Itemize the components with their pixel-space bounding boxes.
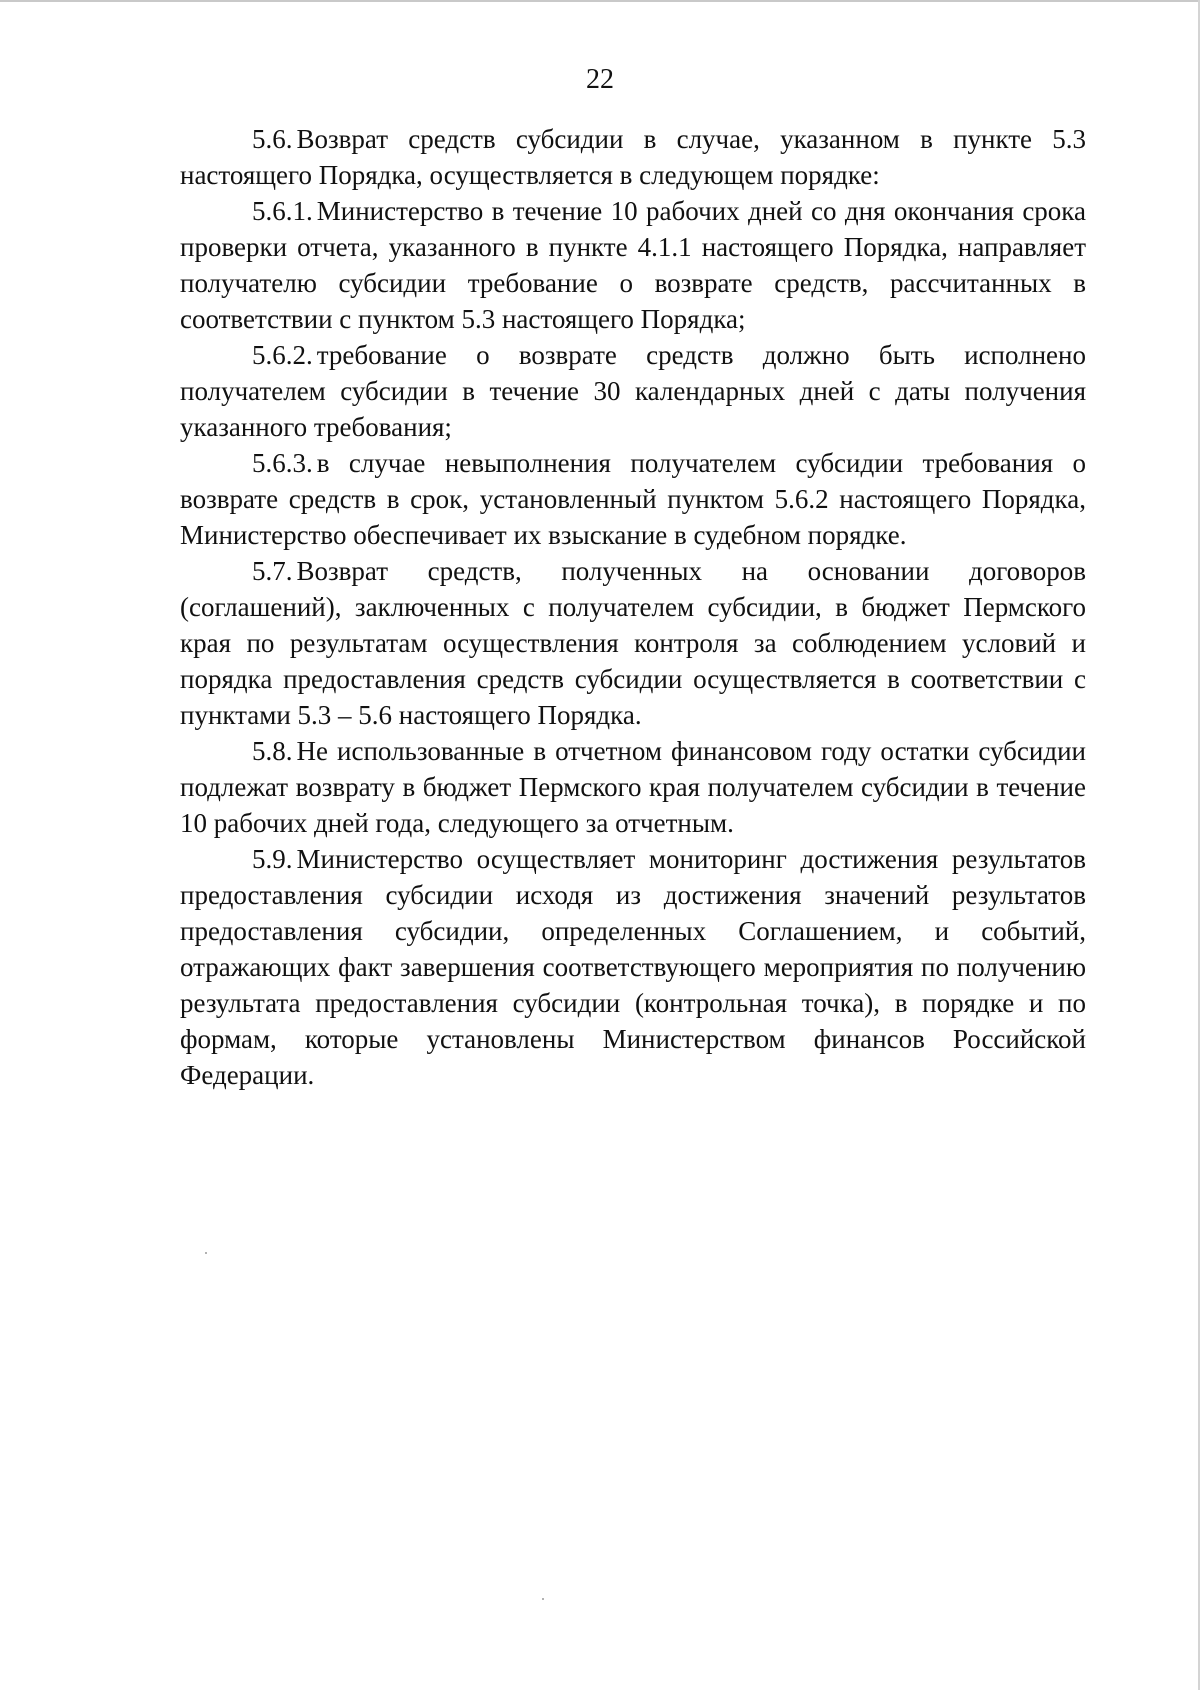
paragraph-number: 5.6.3. <box>252 448 313 478</box>
paragraph-number: 5.7. <box>252 556 293 586</box>
paragraph-5-6-3 <box>180 445 1086 553</box>
paragraph-5-8 <box>180 733 1086 841</box>
paragraph-text: Министерство осуществляет мониторинг достижения результатов предоставления субсидии исходя из достижения значений результатов предоставления субсидии, определенных Соглашением, и событий, отражающих факт завершения соответствующего мероприятия по получению результата предоставления субсидии (контрольная точка), в порядке и по формам, которые установлены Министерством финансов Российской Федерации. <box>180 844 1086 1090</box>
paragraph-text: Не использованные в отчетном финансовом году остатки субсидии подлежат возврату в бюджет Пермского края получателем субсидии в течение 10 рабочих дней года, следующего за отчетным. <box>180 736 1086 838</box>
paragraph-number: 5.6.2. <box>252 340 313 370</box>
paragraph-5-6-1 <box>180 193 1086 337</box>
paragraph-5-9 <box>180 841 1086 1093</box>
paragraph-text: Министерство в течение 10 рабочих дней со дня окончания срока проверки отчета, указанного в пункте 4.1.1 настоящего Порядка, направляет получателю субсидии требование о возврате средств, рассчитанных в соответствии с пунктом 5.3 настоящего Порядка; <box>180 196 1086 334</box>
scan-speck <box>542 1598 544 1600</box>
paragraph-5-6 <box>180 121 1086 193</box>
paragraph-text: требование о возврате средств должно быть исполнено получателем субсидии в течение 30 календарных дней с даты получения указанного требования; <box>180 340 1086 442</box>
paragraph-number: 5.9. <box>252 844 293 874</box>
paragraph-number: 5.6. <box>252 124 293 154</box>
document-body <box>180 121 1086 1093</box>
scan-speck <box>205 1252 207 1254</box>
paragraph-text: Возврат средств, полученных на основании договоров (соглашений), заключенных с получателем субсидии, в бюджет Пермского края по результатам осуществления контроля за соблюдением условий и порядка предоставления средств субсидии осуществляется в соответствии с пунктами 5.3 – 5.6 настоящего Порядка. <box>180 556 1086 730</box>
paragraph-text: в случае невыполнения получателем субсидии требования о возврате средств в срок, установленный пунктом 5.6.2 настоящего Порядка, Министерство обеспечивает их взыскание в судебном порядке. <box>180 448 1086 550</box>
page-number: 22 <box>586 64 614 95</box>
scan-edge-top <box>0 0 1200 2</box>
paragraph-number: 5.6.1. <box>252 196 313 226</box>
paragraph-text: Возврат средств субсидии в случае, указанном в пункте 5.3 настоящего Порядка, осуществляется в следующем порядке: <box>180 124 1086 190</box>
paragraph-number: 5.8. <box>252 736 293 766</box>
paragraph-5-7 <box>180 553 1086 733</box>
paragraph-5-6-2 <box>180 337 1086 445</box>
